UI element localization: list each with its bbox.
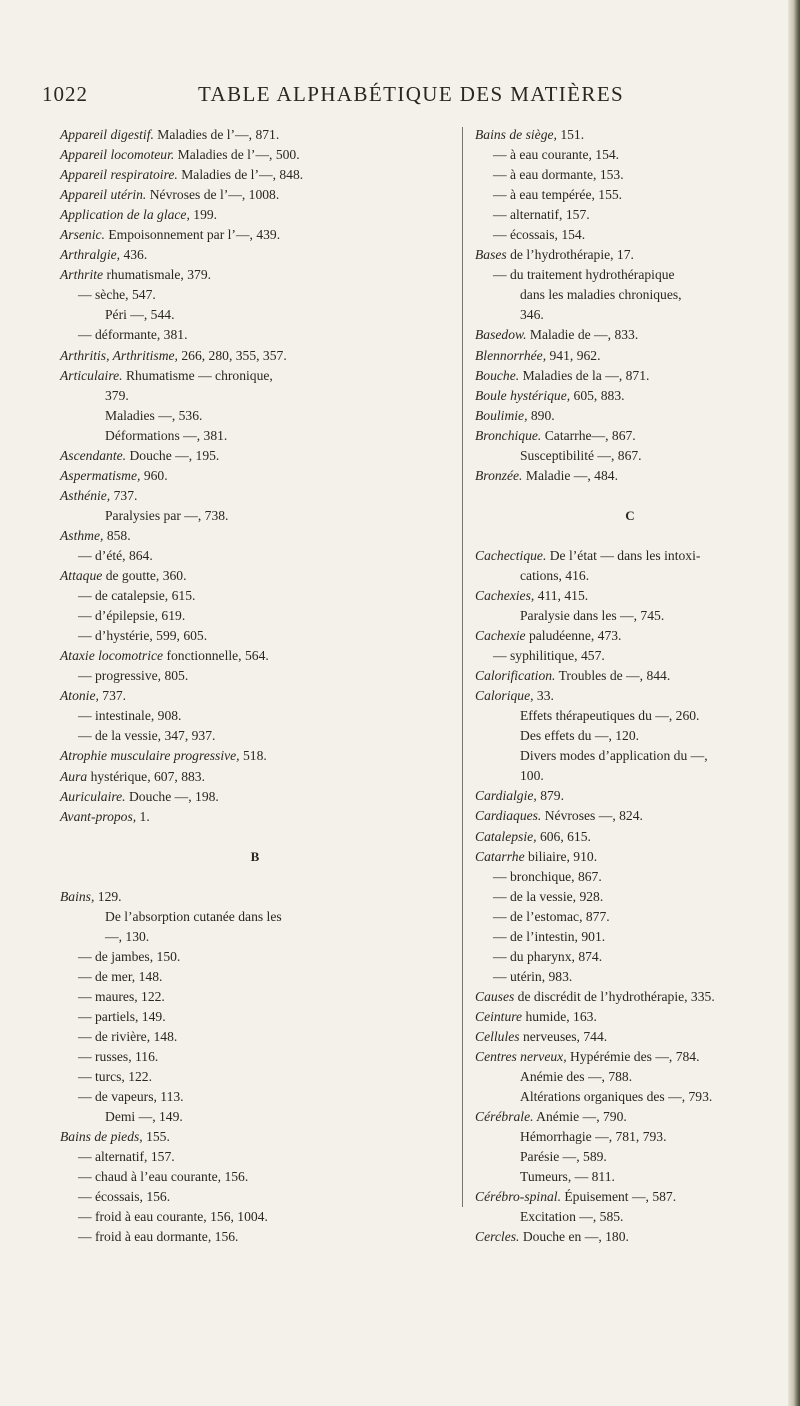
page-edge xyxy=(788,0,800,1406)
entry-text: 151. xyxy=(556,127,585,142)
entry-text: Des effets du —, 120. xyxy=(520,728,640,744)
entry-text: de goutte, 360. xyxy=(102,568,187,584)
entry-text: Excitation —, 585. xyxy=(520,1209,624,1225)
entry-text: Hypérémie des —, 784. xyxy=(566,1049,700,1065)
index-entry xyxy=(60,746,450,766)
index-entry xyxy=(475,586,785,606)
entry-text: — syphilitique, 457. xyxy=(493,648,605,664)
index-entry xyxy=(475,165,785,185)
entry-text: 737. xyxy=(98,688,127,704)
entry-text: — à eau tempérée, 155. xyxy=(493,187,623,203)
index-entry xyxy=(475,185,785,205)
entry-text: — progressive, 805. xyxy=(78,668,189,684)
index-entry xyxy=(60,1227,450,1247)
spacer xyxy=(60,867,450,887)
index-entry xyxy=(475,466,785,486)
entry-text: — turcs, 122. xyxy=(78,1069,153,1085)
index-entry xyxy=(60,566,450,586)
index-entry xyxy=(475,366,785,386)
index-entry xyxy=(60,686,450,706)
index-entry xyxy=(60,205,450,225)
entry-text: —, 130. xyxy=(105,928,150,944)
entry-keyword: Cardiaques. xyxy=(475,808,542,824)
section-letter: B xyxy=(250,848,260,864)
entry-text: — sèche, 547. xyxy=(78,287,156,303)
index-entry xyxy=(60,947,450,967)
entry-keyword: Ataxie locomotrice xyxy=(60,648,164,664)
entry-text: Divers modes d’application du —, xyxy=(520,748,708,764)
index-entry xyxy=(475,907,785,927)
index-entry xyxy=(475,125,785,145)
entry-keyword: Bases xyxy=(475,247,507,263)
entry-text: 346. xyxy=(520,307,544,323)
index-entry xyxy=(475,325,785,345)
index-entry xyxy=(60,1007,450,1027)
entry-keyword: Cérébrale. xyxy=(475,1109,534,1125)
entry-keyword: Ceinture xyxy=(475,1008,523,1024)
index-entry xyxy=(475,1147,785,1167)
index-entry xyxy=(475,847,785,867)
index-entry xyxy=(60,546,450,566)
entry-keyword: Arsenic. xyxy=(60,227,105,243)
index-entry xyxy=(475,827,785,847)
entry-text: — alternatif, 157. xyxy=(493,207,590,223)
entry-text: — chaud à l’eau courante, 156. xyxy=(78,1169,249,1185)
entry-text: 436. xyxy=(120,247,148,263)
entry-text: — à eau dormante, 153. xyxy=(493,167,624,183)
index-entry xyxy=(475,225,785,245)
index-entry xyxy=(60,366,450,386)
index-entry xyxy=(475,646,785,666)
entry-keyword: Bains de pieds, xyxy=(60,1129,143,1145)
spacer xyxy=(475,526,785,546)
entry-text: cations, 416. xyxy=(520,567,590,583)
entry-keyword: Boule hystérique, xyxy=(475,387,571,403)
entry-keyword: Catarrhe xyxy=(475,848,525,864)
index-entry xyxy=(60,767,450,787)
entry-text: Douche —, 198. xyxy=(125,788,219,804)
entry-text: Maladie de —, 833. xyxy=(526,327,639,343)
entry-text: Susceptibilité —, 867. xyxy=(520,447,642,463)
index-entry xyxy=(475,285,785,305)
entry-text: — d’été, 864. xyxy=(78,547,153,563)
index-entry xyxy=(475,446,785,466)
entry-text: — froid à eau dormante, 156. xyxy=(78,1229,239,1245)
entry-text: — de catalepsie, 615. xyxy=(78,588,196,604)
entry-text: Demi —, 149. xyxy=(105,1109,183,1125)
entry-text: Effets thérapeutiques du —, 260. xyxy=(520,708,700,724)
index-entry xyxy=(60,1207,450,1227)
index-entry xyxy=(60,907,450,927)
entry-text: Maladies de l’—, 848. xyxy=(177,167,304,183)
entry-text: Déformations —, 381. xyxy=(105,427,228,443)
entry-text: — utérin, 983. xyxy=(493,968,573,984)
entry-text: 1. xyxy=(136,808,150,824)
entry-text: 606, 615. xyxy=(536,828,591,844)
entry-text: Troubles de —, 844. xyxy=(555,668,671,684)
entry-text: Anémie —, 790. xyxy=(533,1109,627,1125)
entry-text: Parésie —, 589. xyxy=(520,1149,607,1165)
entry-text: Paralysie dans les —, 745. xyxy=(520,607,665,623)
index-entry xyxy=(475,806,785,826)
page-header xyxy=(0,82,800,112)
index-entry xyxy=(475,346,785,366)
index-entry xyxy=(60,1027,450,1047)
index-entry xyxy=(475,927,785,947)
index-entry xyxy=(475,1167,785,1187)
entry-keyword: Bronchique. xyxy=(475,427,542,443)
entry-keyword: Bouche. xyxy=(475,367,520,383)
entry-text: — à eau courante, 154. xyxy=(493,147,620,163)
entry-keyword: Aura xyxy=(60,768,88,784)
index-entry xyxy=(60,386,450,406)
entry-text: paludéenne, 473. xyxy=(525,628,622,644)
entry-keyword: Bains, xyxy=(60,888,95,904)
index-entry xyxy=(60,325,450,345)
entry-keyword: Basedow. xyxy=(475,327,527,343)
index-entry xyxy=(60,666,450,686)
entry-text: de discrédit de l’hydrothérapie, 335. xyxy=(514,988,715,1004)
left-column xyxy=(60,125,450,1247)
entry-text: — de rivière, 148. xyxy=(78,1028,178,1044)
entry-keyword: Aspermatisme, xyxy=(60,467,141,483)
index-entry xyxy=(60,927,450,947)
entry-keyword: Arthrite xyxy=(60,267,104,283)
entry-text: de l’hydrothérapie, 17. xyxy=(506,247,634,263)
entry-keyword: Blennorrhée, xyxy=(475,347,547,363)
index-entry xyxy=(475,686,785,706)
entry-keyword: Calorification. xyxy=(475,668,556,684)
index-entry xyxy=(475,967,785,987)
entry-text: — russes, 116. xyxy=(78,1049,159,1065)
index-entry xyxy=(60,1187,450,1207)
index-entry xyxy=(60,1167,450,1187)
index-entry xyxy=(475,205,785,225)
index-entry xyxy=(60,1147,450,1167)
index-entry xyxy=(475,426,785,446)
entry-text: Épuisement —, 587. xyxy=(560,1189,677,1205)
index-entry xyxy=(475,947,785,967)
index-entry xyxy=(60,606,450,626)
index-entry xyxy=(60,285,450,305)
index-entry xyxy=(475,406,785,426)
entry-keyword: Asthénie, xyxy=(60,487,111,503)
entry-keyword: Appareil utérin. xyxy=(60,187,147,203)
entry-text: fonctionnelle, 564. xyxy=(163,648,269,664)
entry-keyword: Cardialgie, xyxy=(475,788,537,804)
entry-text: Névroses —, 824. xyxy=(541,808,643,824)
entry-keyword: Calorique, xyxy=(475,688,534,704)
entry-text: — du traitement hydrothérapique xyxy=(493,267,675,283)
entry-text: — froid à eau courante, 156, 1004. xyxy=(78,1209,268,1225)
entry-text: Anémie des —, 788. xyxy=(520,1069,633,1085)
index-entry xyxy=(475,1007,785,1027)
entry-text: — alternatif, 157. xyxy=(78,1149,175,1165)
index-entry xyxy=(60,346,450,366)
index-entry xyxy=(475,1187,785,1207)
entry-keyword: Ascendante. xyxy=(60,447,127,463)
entry-text: 960. xyxy=(140,467,168,483)
entry-keyword: Atonie, xyxy=(60,688,99,704)
entry-text: 941, 962. xyxy=(546,347,601,363)
index-entry xyxy=(475,1047,785,1067)
index-entry xyxy=(475,606,785,626)
index-entry xyxy=(60,506,450,526)
index-entry xyxy=(475,1027,785,1047)
entry-text: Hémorrhagie —, 781, 793. xyxy=(520,1129,667,1145)
entry-keyword: Boulimie, xyxy=(475,407,528,423)
entry-text: Maladies de l’—, 500. xyxy=(174,147,300,163)
entry-text: — du pharynx, 874. xyxy=(493,948,603,964)
entry-text: — maures, 122. xyxy=(78,988,165,1004)
entry-text: hystérique, 607, 883. xyxy=(87,768,205,784)
entry-text: — de mer, 148. xyxy=(78,968,163,984)
entry-text: humide, 163. xyxy=(522,1008,597,1024)
entry-text: Catarrhe—, 867. xyxy=(541,427,636,443)
index-entry xyxy=(60,245,450,265)
index-entry xyxy=(475,706,785,726)
index-entry xyxy=(475,987,785,1007)
entry-keyword: Arthritis, Arthritisme, xyxy=(60,347,178,363)
entry-keyword: Auriculaire. xyxy=(60,788,126,804)
index-entry xyxy=(475,1087,785,1107)
entry-text: — de l’estomac, 877. xyxy=(493,908,610,924)
spacer xyxy=(60,827,450,847)
index-entry xyxy=(475,145,785,165)
entry-text: 155. xyxy=(142,1129,170,1145)
entry-keyword: Causes xyxy=(475,988,515,1004)
index-entry xyxy=(475,566,785,586)
entry-keyword: Bains de siège, xyxy=(475,127,557,142)
entry-text: rhumatismale, 379. xyxy=(103,267,212,283)
index-entry xyxy=(60,426,450,446)
entry-keyword: Asthme, xyxy=(60,527,104,543)
entry-text: — écossais, 156. xyxy=(78,1189,171,1205)
index-entry xyxy=(475,1067,785,1087)
entry-text: 100. xyxy=(520,768,544,784)
entry-keyword: Bronzée. xyxy=(475,467,523,483)
entry-keyword: Avant-propos, xyxy=(60,808,137,824)
entry-keyword: Application de la glace, xyxy=(60,207,190,223)
index-entry xyxy=(60,265,450,285)
entry-text: 605, 883. xyxy=(570,387,625,403)
index-entry xyxy=(60,646,450,666)
entry-text: De l’absorption cutanée dans les xyxy=(105,908,282,924)
index-entry xyxy=(60,1047,450,1067)
entry-text: Péri —, 544. xyxy=(105,307,175,323)
index-entry xyxy=(60,125,450,145)
entry-text: 199. xyxy=(189,207,218,223)
index-entry xyxy=(475,1107,785,1127)
index-entry xyxy=(60,1087,450,1107)
page-title: TABLE ALPHABÉTIQUE DES MATIÈRES xyxy=(198,82,625,106)
entry-keyword: Appareil locomoteur. xyxy=(60,147,175,163)
entry-text: 129. xyxy=(94,888,122,904)
entry-text: dans les maladies chroniques, xyxy=(520,287,682,303)
index-entry xyxy=(475,887,785,907)
entry-text: Douche —, 195. xyxy=(126,447,220,463)
right-column xyxy=(475,125,785,1247)
index-entry xyxy=(475,626,785,646)
entry-text: — bronchique, 867. xyxy=(493,868,602,884)
entry-keyword: Appareil respiratoire. xyxy=(60,167,178,183)
entry-text: Maladie —, 484. xyxy=(522,467,618,483)
entry-text: Maladies —, 536. xyxy=(105,407,203,423)
entry-text: De l’état — dans les intoxi- xyxy=(546,547,701,563)
entry-text: Douche en —, 180. xyxy=(519,1229,629,1245)
index-entry xyxy=(60,145,450,165)
index-entry xyxy=(60,305,450,325)
entry-keyword: Attaque xyxy=(60,568,103,584)
index-entry xyxy=(60,787,450,807)
entry-keyword: Articulaire. xyxy=(60,367,123,383)
entry-keyword: Cachexie xyxy=(475,628,526,644)
spacer xyxy=(475,486,785,506)
index-entry xyxy=(60,706,450,726)
index-entry xyxy=(60,987,450,1007)
index-entry xyxy=(60,165,450,185)
entry-keyword: Catalepsie, xyxy=(475,828,537,844)
index-entry xyxy=(60,887,450,907)
entry-text: 33. xyxy=(533,688,554,704)
index-entry xyxy=(475,666,785,686)
index-entry xyxy=(475,245,785,265)
index-entry xyxy=(475,546,785,566)
index-entry xyxy=(475,746,785,766)
column-divider xyxy=(462,127,463,1207)
entry-text: 890. xyxy=(527,407,555,423)
entry-text: 411, 415. xyxy=(534,587,589,603)
entry-text: — partiels, 149. xyxy=(78,1008,166,1024)
entry-keyword: Appareil digestif. xyxy=(60,127,154,142)
entry-keyword: Arthralgie, xyxy=(60,247,121,263)
index-entry xyxy=(60,185,450,205)
index-entry xyxy=(60,967,450,987)
index-entry xyxy=(60,1127,450,1147)
index-entry xyxy=(475,766,785,786)
entry-text: — d’hystérie, 599, 605. xyxy=(78,628,208,644)
index-entry xyxy=(60,1067,450,1087)
index-entry xyxy=(475,305,785,325)
entry-text: Tumeurs, — 811. xyxy=(520,1169,615,1185)
entry-text: 518. xyxy=(239,748,267,764)
index-entry xyxy=(475,265,785,285)
entry-keyword: Atrophie musculaire progressive, xyxy=(60,748,240,764)
index-entry xyxy=(475,386,785,406)
index-entry xyxy=(475,867,785,887)
index-entry xyxy=(60,807,450,827)
index-entry xyxy=(475,1207,785,1227)
entry-keyword: Cellules xyxy=(475,1028,520,1044)
entry-keyword: Cercles. xyxy=(475,1229,520,1245)
entry-text: 379. xyxy=(105,387,129,403)
entry-text: — intestinale, 908. xyxy=(78,708,182,724)
entry-text: Rhumatisme — chronique, xyxy=(122,367,273,383)
entry-text: 737. xyxy=(110,487,138,503)
entry-text: Maladies de l’—, 871. xyxy=(153,127,280,142)
index-entry xyxy=(60,225,450,245)
page-number: 1022 xyxy=(42,82,88,106)
index-entry xyxy=(475,1227,785,1247)
index-entry xyxy=(475,786,785,806)
index-entry xyxy=(60,586,450,606)
entry-text: — de la vessie, 347, 937. xyxy=(78,728,216,744)
entry-text: Maladies de la —, 871. xyxy=(519,367,650,383)
entry-text: Empoisonnement par l’—, 439. xyxy=(104,227,281,243)
index-entry xyxy=(60,406,450,426)
entry-keyword: Centres nerveux, xyxy=(475,1049,567,1065)
section-letter: C xyxy=(625,507,635,523)
entry-text: 266, 280, 355, 357. xyxy=(177,347,287,363)
entry-keyword: Cachexies, xyxy=(475,587,535,603)
entry-text: — écossais, 154. xyxy=(493,227,586,243)
entry-text: — d’épilepsie, 619. xyxy=(78,608,186,624)
index-entry xyxy=(60,526,450,546)
index-entry xyxy=(60,446,450,466)
index-entry xyxy=(60,466,450,486)
index-entry xyxy=(475,1127,785,1147)
entry-text: Paralysies par —, 738. xyxy=(105,507,229,523)
entry-keyword: Cérébro-spinal. xyxy=(475,1189,561,1205)
entry-text: — de jambes, 150. xyxy=(78,948,181,964)
entry-text: — déformante, 381. xyxy=(78,327,188,343)
entry-text: 879. xyxy=(536,788,564,804)
entry-text: — de la vessie, 928. xyxy=(493,888,604,904)
entry-keyword: Cachectique. xyxy=(475,547,547,563)
entry-text: nerveuses, 744. xyxy=(519,1028,608,1044)
index-entry xyxy=(60,726,450,746)
entry-text: — de l’intestin, 901. xyxy=(493,928,606,944)
index-entry xyxy=(475,726,785,746)
entry-text: biliaire, 910. xyxy=(524,848,598,864)
entry-text: 858. xyxy=(103,527,131,543)
entry-text: Altérations organiques des —, 793. xyxy=(520,1089,713,1105)
index-entry xyxy=(60,626,450,646)
entry-text: Névroses de l’—, 1008. xyxy=(146,187,280,203)
entry-text: — de vapeurs, 113. xyxy=(78,1089,184,1105)
index-entry xyxy=(60,1107,450,1127)
index-entry xyxy=(60,486,450,506)
